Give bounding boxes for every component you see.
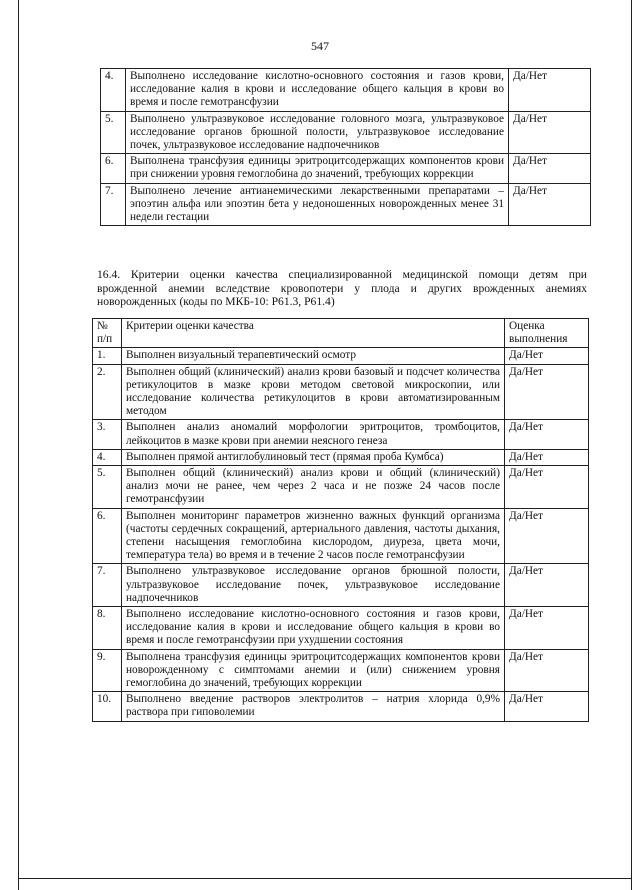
row-number: 9. <box>93 649 122 692</box>
row-number: 1. <box>93 348 122 364</box>
assessment-value: Да/Нет <box>509 154 591 183</box>
table-row <box>101 111 591 154</box>
criterion-text: Выполнена трансфузия единицы эритроцитсодержащих компонентов крови новорожденному с симптомами анемии и (или) снижением уровня гемоглобина до значений, требующих коррекции <box>122 649 505 692</box>
row-number: 6. <box>93 508 122 564</box>
criteria-table-16-4 <box>92 318 589 722</box>
header-number: № п/п <box>93 319 122 348</box>
assessment-value: Да/Нет <box>505 508 589 564</box>
page-border-right <box>631 0 632 890</box>
table-header-row <box>93 319 589 348</box>
table-row <box>93 364 589 420</box>
assessment-value: Да/Нет <box>509 183 591 226</box>
criterion-text: Выполнено исследование кислотно-основного состояния и газов крови, исследование калия в крови и исследование общего кальция в крови во время и после гемотрансфузии <box>126 69 509 112</box>
table-row <box>93 508 589 564</box>
page-number: 547 <box>311 39 329 53</box>
row-number: 5. <box>101 111 126 154</box>
row-number: 6. <box>101 154 126 183</box>
assessment-value: Да/Нет <box>505 449 589 465</box>
assessment-value: Да/Нет <box>505 420 589 449</box>
criterion-text: Выполнен анализ аномалий морфологии эритроцитов, тромбоцитов, лейкоцитов в мазке крови при анемии неясного генеза <box>122 420 505 449</box>
row-number: 4. <box>101 69 126 112</box>
assessment-value: Да/Нет <box>505 607 589 650</box>
page-border-left <box>18 0 19 890</box>
assessment-value: Да/Нет <box>505 564 589 607</box>
criterion-text: Выполнен визуальный терапевтический осмотр <box>122 348 505 364</box>
criteria-table-16-4-body <box>93 348 589 721</box>
assessment-value: Да/Нет <box>505 692 589 721</box>
row-number: 5. <box>93 466 122 509</box>
table-row <box>93 564 589 607</box>
row-number: 8. <box>93 607 122 650</box>
row-number: 4. <box>93 449 122 465</box>
criterion-text: Выполнено исследование кислотно-основного состояния и газов крови, исследование калия в крови и исследование общего кальция в крови во время и после гемотрансфузии при ухудшении состояния <box>122 607 505 650</box>
table-row <box>93 607 589 650</box>
table-row <box>93 692 589 721</box>
criteria-table-continued <box>100 68 591 226</box>
table-row <box>93 466 589 509</box>
assessment-value: Да/Нет <box>505 649 589 692</box>
table-row <box>93 449 589 465</box>
assessment-value: Да/Нет <box>505 364 589 420</box>
section-heading: 16.4. Критерии оценки качества специализированной медицинской помощи детям при врожденной анемии вследствие кровопотери у плода и других врожденных анемиях новорожденных (коды по МКБ-10: P61.3, P61.4) <box>97 268 587 309</box>
page-border-bottom <box>18 878 632 879</box>
criterion-text: Выполнено лечение антианемическими лекарственными препаратами – эпоэтин альфа или эпоэтин бета у недоношенных новорожденных менее 31 недели гестации <box>126 183 509 226</box>
assessment-value: Да/Нет <box>509 69 591 112</box>
table-row <box>101 183 591 226</box>
table-row <box>93 348 589 364</box>
table-row <box>93 649 589 692</box>
table-row <box>93 420 589 449</box>
table-row <box>101 154 591 183</box>
criteria-table-continued-body <box>101 69 591 226</box>
row-number: 3. <box>93 420 122 449</box>
criterion-text: Выполнен мониторинг параметров жизненно важных функций организма (частоты сердечных сокращений, артериального давления, частоты дыхания, степени насыщения гемоглобина кислородом, диуреза, цвета мочи, температура тела) во время и в течение 2 часов после гемотрансфузии <box>122 508 505 564</box>
criterion-text: Выполнено ультразвуковое исследование головного мозга, ультразвуковое исследование органов брюшной полости, ультразвуковое исследование почек, ультразвуковое исследование надпочечников <box>126 111 509 154</box>
criterion-text: Выполнено введение растворов электролитов – натрия хлорида 0,9% раствора при гиповолемии <box>122 692 505 721</box>
criterion-text: Выполнена трансфузия единицы эритроцитсодержащих компонентов крови при снижении уровня гемоглобина до значений, требующих коррекции <box>126 154 509 183</box>
assessment-value: Да/Нет <box>505 348 589 364</box>
assessment-value: Да/Нет <box>505 466 589 509</box>
header-criteria: Критерии оценки качества <box>122 319 505 348</box>
criterion-text: Выполнен общий (клинический) анализ крови и общий (клинический) анализ мочи не ранее, чем через 2 часа и не позже 24 часов после гемотрансфузии <box>122 466 505 509</box>
criterion-text: Выполнен общий (клинический) анализ крови базовый и подсчет количества ретикулоцитов в мазке крови методом световой микроскопии, или исследование количества ретикулоцитов в крови автоматизированным методом <box>122 364 505 420</box>
row-number: 2. <box>93 364 122 420</box>
header-assessment: Оценка выполнения <box>505 319 589 348</box>
criterion-text: Выполнено ультразвуковое исследование органов брюшной полости, ультразвуковое исследование почек, ультразвуковое исследование надпочечников <box>122 564 505 607</box>
criterion-text: Выполнен прямой антиглобулиновый тест (прямая проба Кумбса) <box>122 449 505 465</box>
table-row <box>101 69 591 112</box>
row-number: 10. <box>93 692 122 721</box>
row-number: 7. <box>101 183 126 226</box>
row-number: 7. <box>93 564 122 607</box>
assessment-value: Да/Нет <box>509 111 591 154</box>
